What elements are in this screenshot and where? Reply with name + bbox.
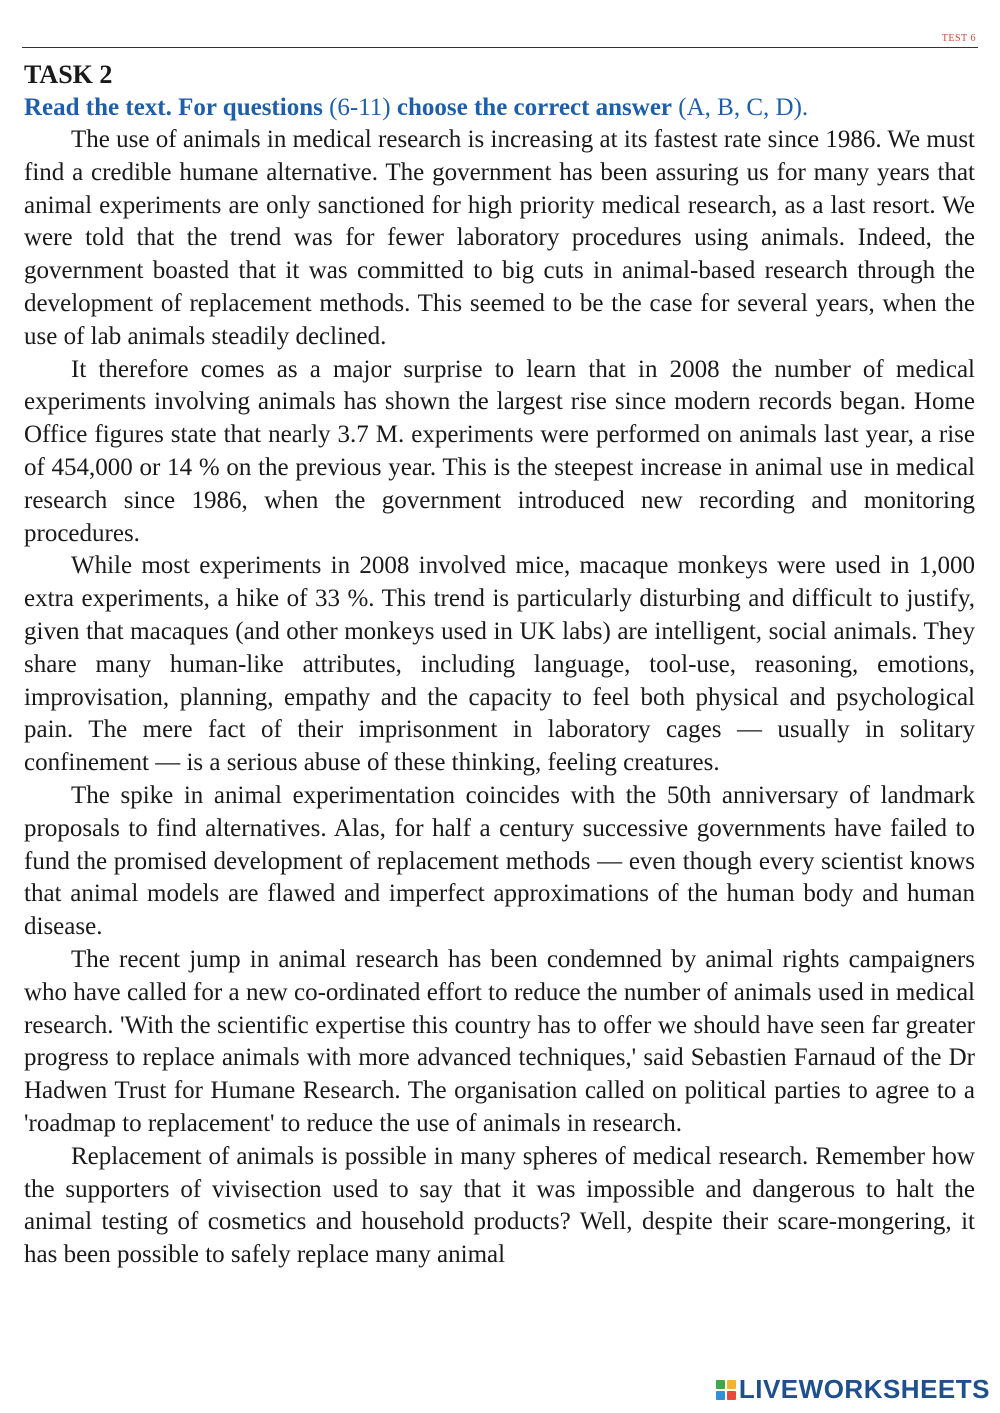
test-number-label: TEST 6 — [941, 33, 976, 44]
paragraph-1: The use of animals in medical research is increasing at its fastest rate since 1986. We must find a credible humane alternative. The government has been assuring us for many years that animal experiments are only sanctioned for high priority medical research, as a last resort. We were told that the trend was for fewer laboratory procedures using animals. Indeed, the government boasted that it was committed to big cuts in animal-based research through the development of replacement methods. This seemed to be the case for several years, when the use of lab animals steadily declined. — [24, 126, 975, 350]
header-divider — [22, 47, 978, 48]
instruction-part-1: Read the text. For questions — [24, 94, 323, 121]
paragraph-4: The spike in animal experimentation coincides with the 50th anniversary of landmark proposals to find alternatives. Alas, for half a century successive governments have failed to fund the promised development of replacement methods — even though every scientist knows that animal models are flawed and imperfect approximations of the human body and human disease. — [24, 781, 975, 941]
paragraph-6: Replacement of animals is possible in many spheres of medical research. Remember how the supporters of vivisection used to say that it was impossible and dangerous to halt the animal testing of cosmetics and household products? Well, despite their scare-mongering, it has been possible to safely replace many animal — [24, 1142, 975, 1269]
paragraph-5: The recent jump in animal research has been condemned by animal rights campaigners who have called for a new co-ordinated effort to reduce the number of animals used in medical research. 'With the scientific expertise this country has to offer we should have seen far greater progress to replace animals with more advanced techniques,' said Sebastien Farnaud of the Dr Hadwen Trust for Humane Research. The organisation called on political parties to agree to a 'roadmap to replacement' to reduce the use of animals in research. — [24, 945, 975, 1137]
instruction-part-2: (6-11) — [322, 94, 397, 121]
logo-text: LIVEWORKSHEETS — [738, 1374, 990, 1404]
logo-square-blue — [716, 1391, 725, 1400]
paragraph-3: While most experiments in 2008 involved mice, macaque monkeys were used in 1,000 extra experiments, a hike of 33 %. This trend is particularly disturbing and difficult to justify, given that macaques (and other monkeys used in UK labs) are intelligent, social animals. They share many human-like attributes, including language, tool-use, reasoning, emotions, improvisation, planning, empathy and the capacity to feel both physical and psychological pain. The mere fact of their imprisonment in laboratory cages — usually in solitary confinement — is a serious abuse of these thinking, feeling creatures. — [24, 552, 975, 777]
task-instruction — [24, 91, 975, 124]
logo-square-red — [727, 1391, 736, 1400]
logo-mark-icon — [716, 1380, 736, 1400]
logo-square-yellow — [727, 1380, 736, 1389]
reading-task — [24, 58, 975, 1272]
liveworksheets-logo[interactable] — [712, 1374, 990, 1405]
task-title: TASK 2 — [24, 60, 113, 89]
paragraph-2: It therefore comes as a major surprise to learn that in 2008 the number of medical experiments involving animals has shown the largest rise since modern records began. Home Office figures state that nearly 3.7 M. experiments were performed on animals last year, a rise of 454,000 or 14 % on the previous year. This is the steepest increase in animal use in medical research since 1986, when the government introduced new recording and monitoring procedures. — [24, 355, 975, 547]
instruction-part-4: (A, B, C, D). — [672, 94, 809, 121]
instruction-part-3: choose the correct answer — [396, 94, 673, 121]
logo-square-green — [716, 1380, 725, 1389]
